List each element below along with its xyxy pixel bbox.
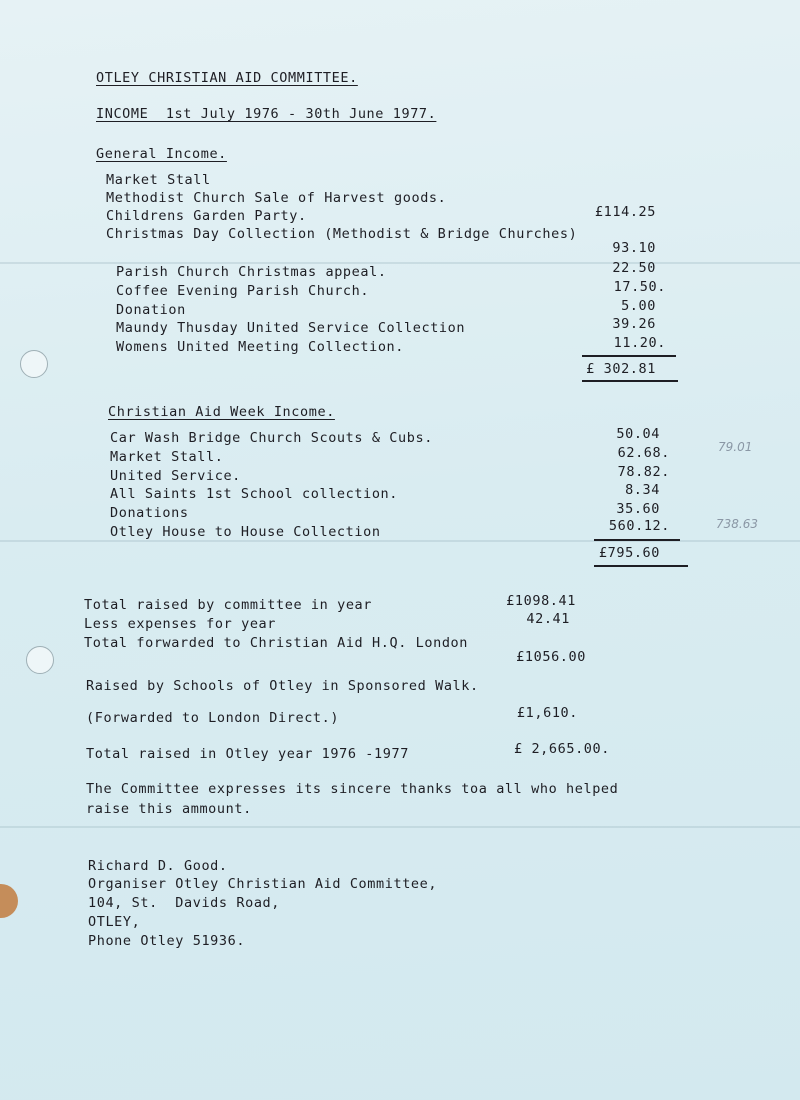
general-income-total: £ 302.81: [586, 361, 656, 377]
week-item-amount: 560.12.: [608, 518, 670, 534]
summary-direct-label: (Forwarded to London Direct.): [86, 710, 340, 726]
signature-phone: Phone Otley 51936.: [88, 933, 246, 949]
total-rule: [582, 380, 678, 382]
signature-address: 104, St. Davids Road,: [88, 895, 281, 911]
summary-forwarded-label: Total forwarded to Christian Aid H.Q. London: [84, 635, 469, 651]
income-item-label: Womens United Meeting Collection.: [116, 339, 405, 355]
signature-role: Organiser Otley Christian Aid Committee,: [88, 876, 438, 892]
punch-hole: [26, 646, 54, 674]
income-item-label: Christmas Day Collection (Methodist & Bridge Churches): [106, 226, 578, 242]
document-subtitle: INCOME 1st July 1976 - 30th June 1977.: [96, 106, 437, 122]
summary-year-amount: £ 2,665.00.: [513, 741, 610, 757]
general-income-heading: General Income.: [96, 146, 227, 162]
income-item-amount: 39.26: [612, 316, 656, 332]
summary-raised-amount: £1098.41: [506, 593, 576, 609]
summary-schools-label: Raised by Schools of Otley in Sponsored Walk.: [86, 678, 479, 694]
income-item-amount: 22.50: [612, 260, 656, 276]
week-income-heading: Christian Aid Week Income.: [108, 404, 335, 420]
week-item-amount: 35.60: [616, 501, 660, 517]
income-item-label: Methodist Church Sale of Harvest goods.: [106, 190, 447, 206]
summary-direct-amount: £1,610.: [516, 705, 578, 721]
week-item-amount: 50.04: [616, 426, 660, 442]
fold-line: [0, 826, 800, 828]
document-title: OTLEY CHRISTIAN AID COMMITTEE.: [96, 70, 358, 86]
pencil-note: 738.63: [716, 517, 758, 531]
week-income-total: £795.60: [598, 545, 660, 561]
week-item-label: Market Stall.: [110, 449, 224, 465]
fold-line: [0, 540, 800, 542]
income-item-label: Parish Church Christmas appeal.: [116, 264, 387, 280]
thanks-line: The Committee expresses its sincere thanks toa all who helped: [86, 781, 619, 797]
income-item-label: Childrens Garden Party.: [106, 208, 307, 224]
summary-year-label: Total raised in Otley year 1976 -1977: [86, 746, 409, 762]
week-item-amount: 62.68.: [617, 445, 670, 461]
income-item-amount: 5.00: [621, 298, 656, 314]
week-item-label: Donations: [110, 505, 189, 521]
summary-raised-label: Total raised by committee in year: [84, 597, 373, 613]
pencil-note: 79.01: [718, 440, 753, 454]
signature-name: Richard D. Good.: [88, 858, 228, 874]
income-item-amount: 17.50.: [613, 279, 666, 295]
summary-forwarded-amount: £1056.00: [516, 649, 586, 665]
week-item-amount: 78.82.: [617, 464, 670, 480]
income-item-label: Donation: [116, 302, 186, 318]
signature-town: OTLEY,: [88, 914, 141, 930]
total-rule: [594, 565, 688, 567]
week-item-label: United Service.: [110, 468, 241, 484]
summary-expenses-label: Less expenses for year: [84, 616, 277, 632]
thanks-line: raise this ammount.: [86, 801, 252, 817]
income-item-label: Maundy Thusday United Service Collection: [116, 320, 466, 336]
income-item-amount: 93.10: [612, 240, 656, 256]
summary-expenses-amount: 42.41: [526, 611, 570, 627]
week-item-amount: 8.34: [625, 482, 660, 498]
stain-mark: [0, 884, 18, 918]
income-item-amount: £114.25: [594, 204, 656, 220]
total-rule: [594, 539, 680, 541]
income-item-label: Coffee Evening Parish Church.: [116, 283, 370, 299]
total-rule: [582, 355, 676, 357]
income-item-amount: 11.20.: [613, 335, 666, 351]
week-item-label: Car Wash Bridge Church Scouts & Cubs.: [110, 430, 433, 446]
week-item-label: Otley House to House Collection: [110, 524, 381, 540]
week-item-label: All Saints 1st School collection.: [110, 486, 399, 502]
punch-hole: [20, 350, 48, 378]
income-item-label: Market Stall: [106, 172, 211, 188]
